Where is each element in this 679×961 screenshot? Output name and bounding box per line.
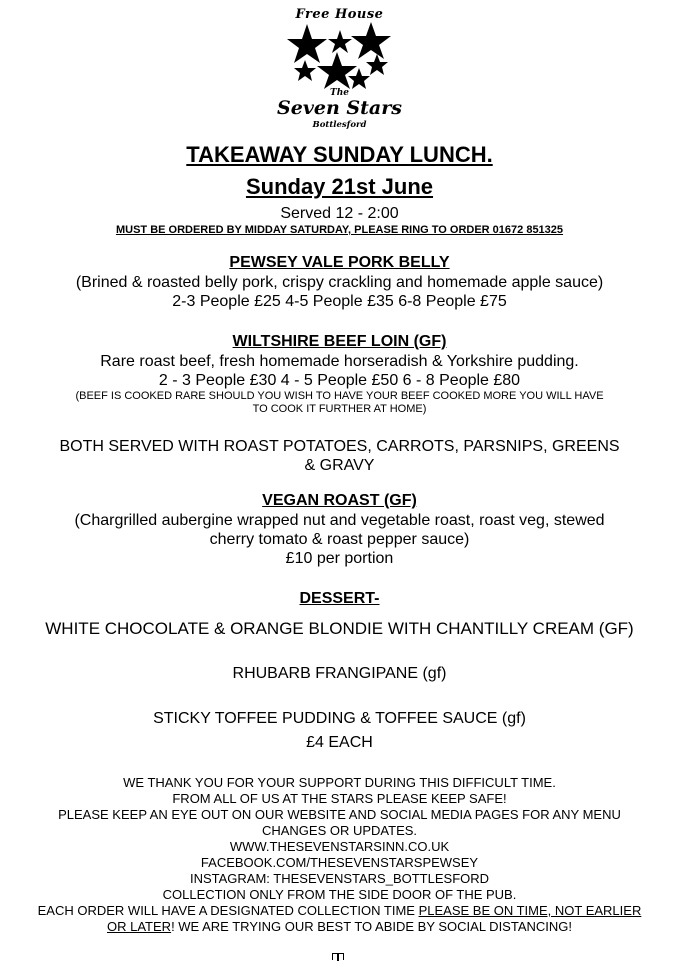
social-distancing-text: ! WE ARE TRYING OUR BEST TO ABIDE BY SOCIAL DISTANCING!: [171, 919, 572, 934]
beef-prices: 2 - 3 People £30 4 - 5 People £50 6 - 8 People £80: [158, 372, 521, 389]
dessert-heading: DESSERT-: [299, 590, 380, 607]
collection-time-warning-2: OR LATER: [107, 919, 172, 934]
footer-instagram: INSTAGRAM: THESEVENSTARS_BOTTLESFORD: [189, 871, 490, 886]
beef-note-line1: (BEEF IS COOKED RARE SHOULD YOU WISH TO HAVE YOUR BEEF COOKED MORE YOU WILL HAVE: [75, 390, 604, 402]
vegan-heading: VEGAN ROAST (GF): [262, 492, 417, 509]
both-served-line1: BOTH SERVED WITH ROAST POTATOES, CARROTS, PARSNIPS, GREENS: [59, 438, 620, 455]
footer-facebook: FACEBOOK.COM/THESEVENSTARSPEWSEY: [200, 855, 479, 870]
page-title: TAKEAWAY SUNDAY LUNCH.: [186, 142, 493, 167]
footer-updates-line1: PLEASE KEEP AN EYE OUT ON OUR WEBSITE AND SOCIAL MEDIA PAGES FOR ANY MENU: [58, 807, 621, 822]
footer-website: WWW.THESEVENSTARSINN.CO.UK: [229, 839, 450, 854]
logo-free-house: Free House: [295, 7, 384, 22]
beef-note-line2: TO COOK IT FURTHER AT HOME): [252, 403, 427, 415]
stars-icon: [287, 22, 392, 92]
dessert-item-frangipane: RHUBARB FRANGIPANE (gf): [232, 665, 447, 682]
footer-collection: COLLECTION ONLY FROM THE SIDE DOOR OF THE PUB.: [162, 887, 517, 902]
vegan-description-line1: (Chargrilled aubergine wrapped nut and vegetable roast, roast veg, stewed: [74, 512, 605, 529]
footer-thanks: WE THANK YOU FOR YOUR SUPPORT DURING THIS DIFFICULT TIME.: [123, 775, 556, 790]
dessert-item-blondie: WHITE CHOCOLATE & ORANGE BLONDIE WITH CHANTILLY CREAM (GF): [45, 619, 634, 638]
vegan-price: £10 per portion: [285, 550, 394, 567]
footer-keep-safe: FROM ALL OF US AT THE STARS PLEASE KEEP SAFE!: [172, 791, 507, 806]
logo-the: The: [330, 88, 349, 98]
pork-prices: 2-3 People £25 4-5 People £35 6-8 People £75: [172, 293, 507, 310]
vegan-description-line2: cherry tomato & roast pepper sauce): [209, 531, 470, 548]
logo-place: Bottlesford: [312, 120, 367, 130]
served-times: Served 12 - 2:00: [280, 205, 399, 222]
dessert-item-sticky-toffee: STICKY TOFFEE PUDDING & TOFFEE SAUCE (gf): [153, 710, 526, 727]
footer-updates-line2: CHANGES OR UPDATES.: [261, 823, 418, 838]
dessert-price: £4 EACH: [306, 734, 373, 751]
collection-time-warning: PLEASE BE ON TIME, NOT EARLIER: [418, 903, 642, 918]
beef-heading: WILTSHIRE BEEF LOIN (GF): [232, 333, 447, 350]
beef-description: Rare roast beef, fresh homemade horseradish & Yorkshire pudding.: [100, 353, 579, 370]
date-heading: Sunday 21st June: [245, 174, 434, 199]
logo: [0, 0, 679, 132]
pork-description: (Brined & roasted belly pork, crispy crackling and homemade apple sauce): [75, 274, 604, 291]
pork-heading: PEWSEY VALE PORK BELLY: [229, 254, 450, 271]
collection-time-text: EACH ORDER WILL HAVE A DESIGNATED COLLECTION TIME: [37, 903, 419, 918]
logo-name: Seven Stars: [277, 97, 402, 119]
both-served-line2: & GRAVY: [304, 457, 375, 474]
order-note: MUST BE ORDERED BY MIDDAY SATURDAY, PLEASE RING TO ORDER 01672 851325: [115, 224, 564, 236]
page-corner-mark: [332, 953, 344, 960]
footer-collection-time: [0, 903, 679, 935]
